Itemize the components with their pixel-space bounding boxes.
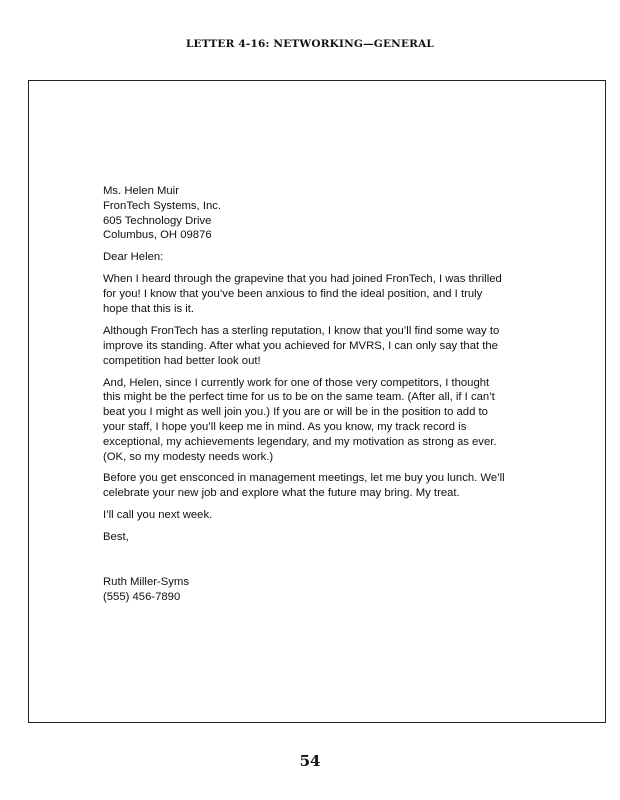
recipient-address — [103, 184, 523, 243]
paragraph-line: for you! I know that you’ve been anxious to find the ideal position, and I truly — [103, 288, 483, 301]
body-paragraph — [103, 508, 523, 523]
address-line: 605 Technology Drive — [103, 214, 212, 227]
address-line: Ms. Helen Muir — [103, 185, 179, 197]
page-header: LETTER 4-16: NETWORKING—GENERAL — [185, 38, 435, 50]
paragraph-line: (OK, so my modesty needs work.) — [103, 450, 274, 463]
closing: Best, — [103, 531, 129, 544]
body-paragraph — [103, 471, 523, 501]
letter-body — [103, 184, 523, 605]
paragraph-line: competition had better look out! — [103, 354, 261, 367]
paragraph-line: When I heard through the grapevine that you had joined FronTech, I was thrilled — [103, 273, 502, 286]
paragraph-line: celebrate your new job and explore what the future may bring. My treat. — [103, 487, 460, 500]
paragraph-line: I’ll call you next week. — [103, 509, 213, 522]
paragraph-line: And, Helen, since I currently work for one of those very competitors, I thought — [103, 376, 490, 389]
body-paragraph — [103, 272, 523, 316]
salutation: Dear Helen: — [103, 251, 164, 264]
address-line: FronTech Systems, Inc. — [103, 199, 222, 212]
body-paragraph — [103, 324, 523, 368]
page-number: 54 — [299, 752, 321, 770]
paragraph-line: exceptional, my achievements legendary, and my motivation as strong as ever. — [103, 435, 497, 448]
paragraph-line: this might be the perfect time for us to be on the same team. (After all, if I can’t — [103, 391, 495, 404]
address-line: Columbus, OH 09876 — [103, 229, 212, 242]
sender-phone: (555) 456-7890 — [103, 590, 181, 603]
paragraph-line: beat you I might as well join you.) If you are or will be in the position to add to — [103, 406, 488, 419]
paragraph-line: Before you get ensconced in management meetings, let me buy you lunch. We’ll — [103, 472, 505, 485]
paragraph-line: hope that this is it. — [103, 302, 195, 315]
sender-name: Ruth Miller-Syms — [103, 576, 189, 589]
signature-block — [103, 575, 523, 605]
paragraph-line: Although FronTech has a sterling reputation, I know that you’ll find some way to — [103, 324, 500, 337]
paragraph-line: improve its standing. After what you achieved for MVRS, I can only say that the — [103, 339, 498, 352]
body-paragraph — [103, 376, 523, 465]
paragraph-line: your staff, I hope you’ll keep me in mind. As you know, my track record is — [103, 420, 467, 433]
